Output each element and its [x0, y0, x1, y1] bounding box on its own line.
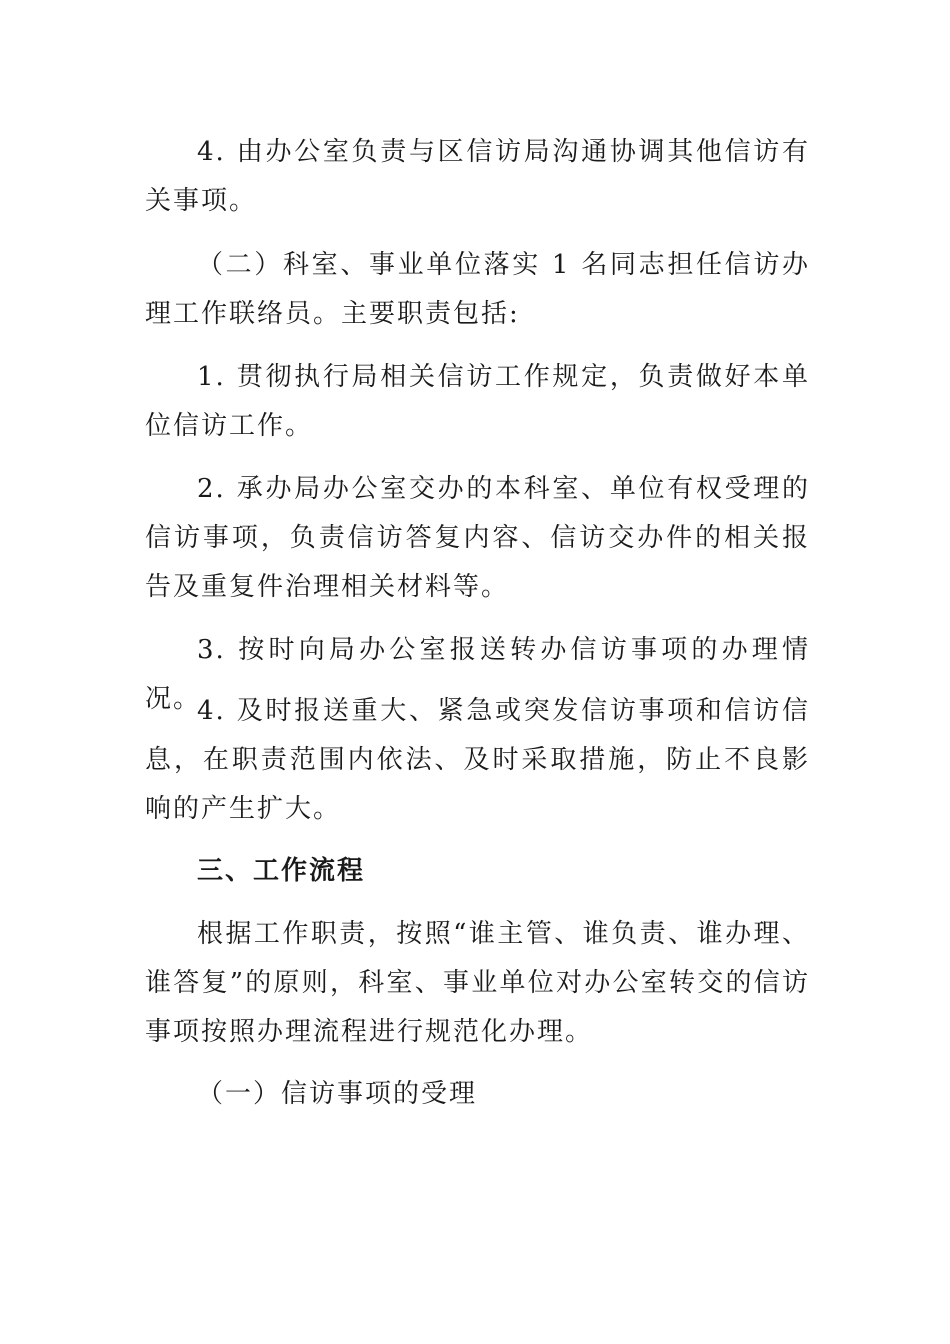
paragraph-duty-3: 3. 按时向局办公室报送转办信访事项的办理情况。: [145, 635, 810, 714]
paragraph-liaison-officer: （二）科室、事业单位落实 1 名同志担任信访办理工作联络员。主要职责包括:: [145, 250, 810, 329]
paragraph-duty-1: 1. 贯彻执行局相关信访工作规定，负责做好本单位信访工作。: [145, 362, 810, 441]
paragraph-duty-2: 2. 承办局办公室交办的本科室、单位有权受理的信访事项，负责信访答复内容、信访交办件的相关报告及重复件治理相关材料等。: [145, 474, 810, 602]
paragraph-workflow-principle: 根据工作职责，按照“谁主管、谁负责、谁办理、谁答复”的原则，科室、事业单位对办公室转交的信访事项按照办理流程进行规范化办理。: [145, 919, 810, 1047]
paragraph-duty-4: 4. 及时报送重大、紧急或突发信访事项和信访信息，在职责范围内依法、及时采取措施，防止不良影响的产生扩大。: [145, 696, 810, 824]
section-heading-workflow: 三、工作流程: [197, 856, 366, 886]
subheading-acceptance: （一）信访事项的受理: [197, 1079, 478, 1109]
paragraph-item-4-coordination: 4. 由办公室负责与区信访局沟通协调其他信访有关事项。: [145, 137, 810, 216]
